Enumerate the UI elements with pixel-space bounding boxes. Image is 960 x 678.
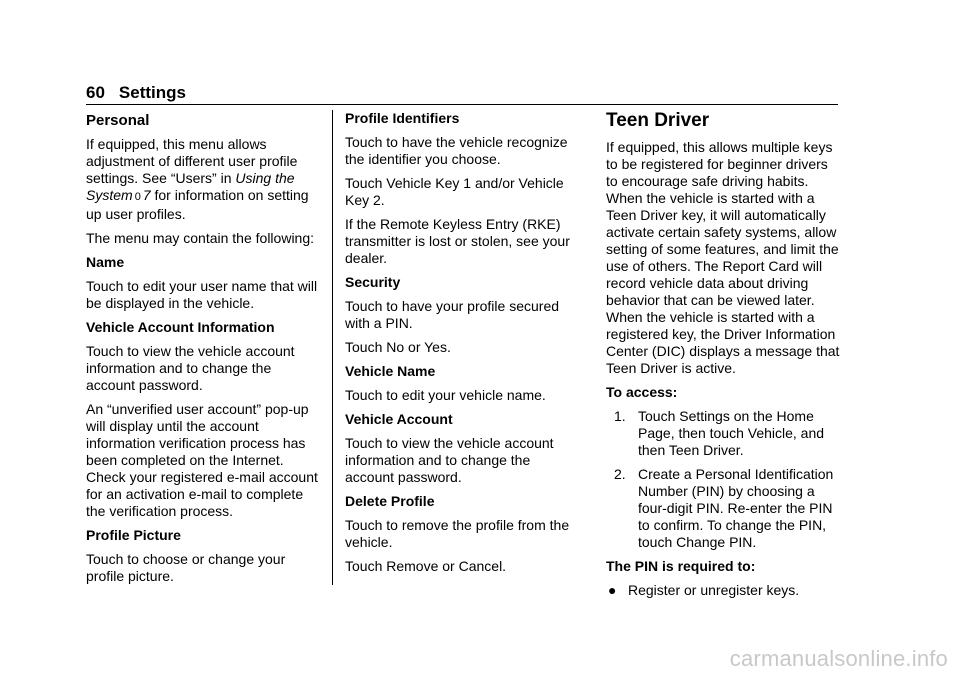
security-options-text: Touch No or Yes. xyxy=(345,339,451,355)
vehicle-key-text: Touch Vehicle Key 1 and/or Vehicle Key 2. xyxy=(345,175,564,208)
personal-intro-text-end: for information on setting up user profiles. xyxy=(86,187,309,222)
column-personal xyxy=(86,110,318,592)
page-number: 60 xyxy=(86,83,105,102)
profile-identifiers-text: Touch to have the vehicle recognize the identifier you choose. xyxy=(345,134,568,167)
vehicle-account-info-heading: Vehicle Account Information xyxy=(86,319,275,335)
delete-profile-heading: Delete Profile xyxy=(345,493,435,509)
teen-driver-title: Teen Driver xyxy=(606,110,710,131)
step-text: Create a Personal Identification Number (PIN) by choosing a four-digit PIN. Re-enter the PIN to confirm. To change the PIN, touch Change PIN. xyxy=(638,466,834,550)
step-number: 2. xyxy=(614,466,626,482)
column-profile xyxy=(345,110,583,582)
page-ref-arrow-icon: 0 xyxy=(134,191,141,203)
security-text: Touch to have your profile secured with a PIN. xyxy=(345,298,560,331)
profile-picture-text: Touch to choose or change your profile picture. xyxy=(86,551,286,584)
bullet-text: Register or unregister keys. xyxy=(628,582,800,598)
vehicle-account-info-text: Touch to view the vehicle account information and to change the account password. xyxy=(86,343,295,393)
vehicle-name-heading: Vehicle Name xyxy=(345,363,436,379)
bullet-item xyxy=(606,582,840,599)
vehicle-account-heading: Vehicle Account xyxy=(345,411,453,427)
pin-bullets xyxy=(606,582,840,599)
access-steps xyxy=(606,408,840,551)
to-access-heading: To access: xyxy=(606,384,678,400)
delete-profile-text: Touch to remove the profile from the vehicle. xyxy=(345,517,570,550)
bullet-icon: ● xyxy=(608,582,617,598)
step-text: Touch Settings on the Home Page, then touch Vehicle, and then Teen Driver. xyxy=(638,408,825,458)
teen-driver-intro: If equipped, this allows multiple keys to be registered for beginner drivers to encourage safe driving habits. When the vehicle is started with a Teen Driver key, it will automatically activate certain safety systems, allow setting of some features, and limit the use of others. The Report Card will record vehicle data about driving behavior that can be viewed later. When the vehicle is started with a registered key, the Driver Information Center (DIC) displays a message that Teen Driver is active. xyxy=(606,139,840,376)
page-header xyxy=(86,82,838,105)
watermark: carmanualsonline.info xyxy=(729,646,948,671)
profile-identifiers-heading: Profile Identifiers xyxy=(345,110,460,126)
section-title: Settings xyxy=(118,83,186,102)
step-item xyxy=(606,408,840,459)
step-number: 1. xyxy=(614,408,626,424)
name-text: Touch to edit your user name that will be displayed in the vehicle. xyxy=(86,278,318,311)
profile-picture-heading: Profile Picture xyxy=(86,527,181,543)
using-the-system-link[interactable]: Using the System xyxy=(86,170,295,203)
name-heading: Name xyxy=(86,254,125,270)
security-heading: Security xyxy=(345,274,401,290)
rke-text: If the Remote Keyless Entry (RKE) transmitter is lost or stolen, see your dealer. xyxy=(345,216,570,266)
pin-required-heading: The PIN is required to: xyxy=(606,558,756,574)
menu-contains-text: The menu may contain the following: xyxy=(86,230,315,246)
page-ref-number[interactable]: 7 xyxy=(142,187,151,203)
vehicle-name-text: Touch to edit your vehicle name. xyxy=(345,387,546,403)
personal-intro-text: If equipped, this menu allows adjustment of different user profile settings. See “Users” in xyxy=(86,136,298,186)
personal-intro xyxy=(86,136,318,223)
column-divider xyxy=(332,110,333,585)
unverified-account-text: An “unverified user account” pop-up will display until the account information verification process has been completed on the Internet. Check your registered e-mail account for an activation e-mail to complete the verification process. xyxy=(86,401,318,519)
personal-title: Personal xyxy=(86,112,150,129)
column-teen-driver xyxy=(606,110,840,599)
step-item xyxy=(606,466,840,551)
vehicle-account-text: Touch to view the vehicle account information and to change the account password. xyxy=(345,435,554,485)
delete-profile-options-text: Touch Remove or Cancel. xyxy=(345,558,507,574)
